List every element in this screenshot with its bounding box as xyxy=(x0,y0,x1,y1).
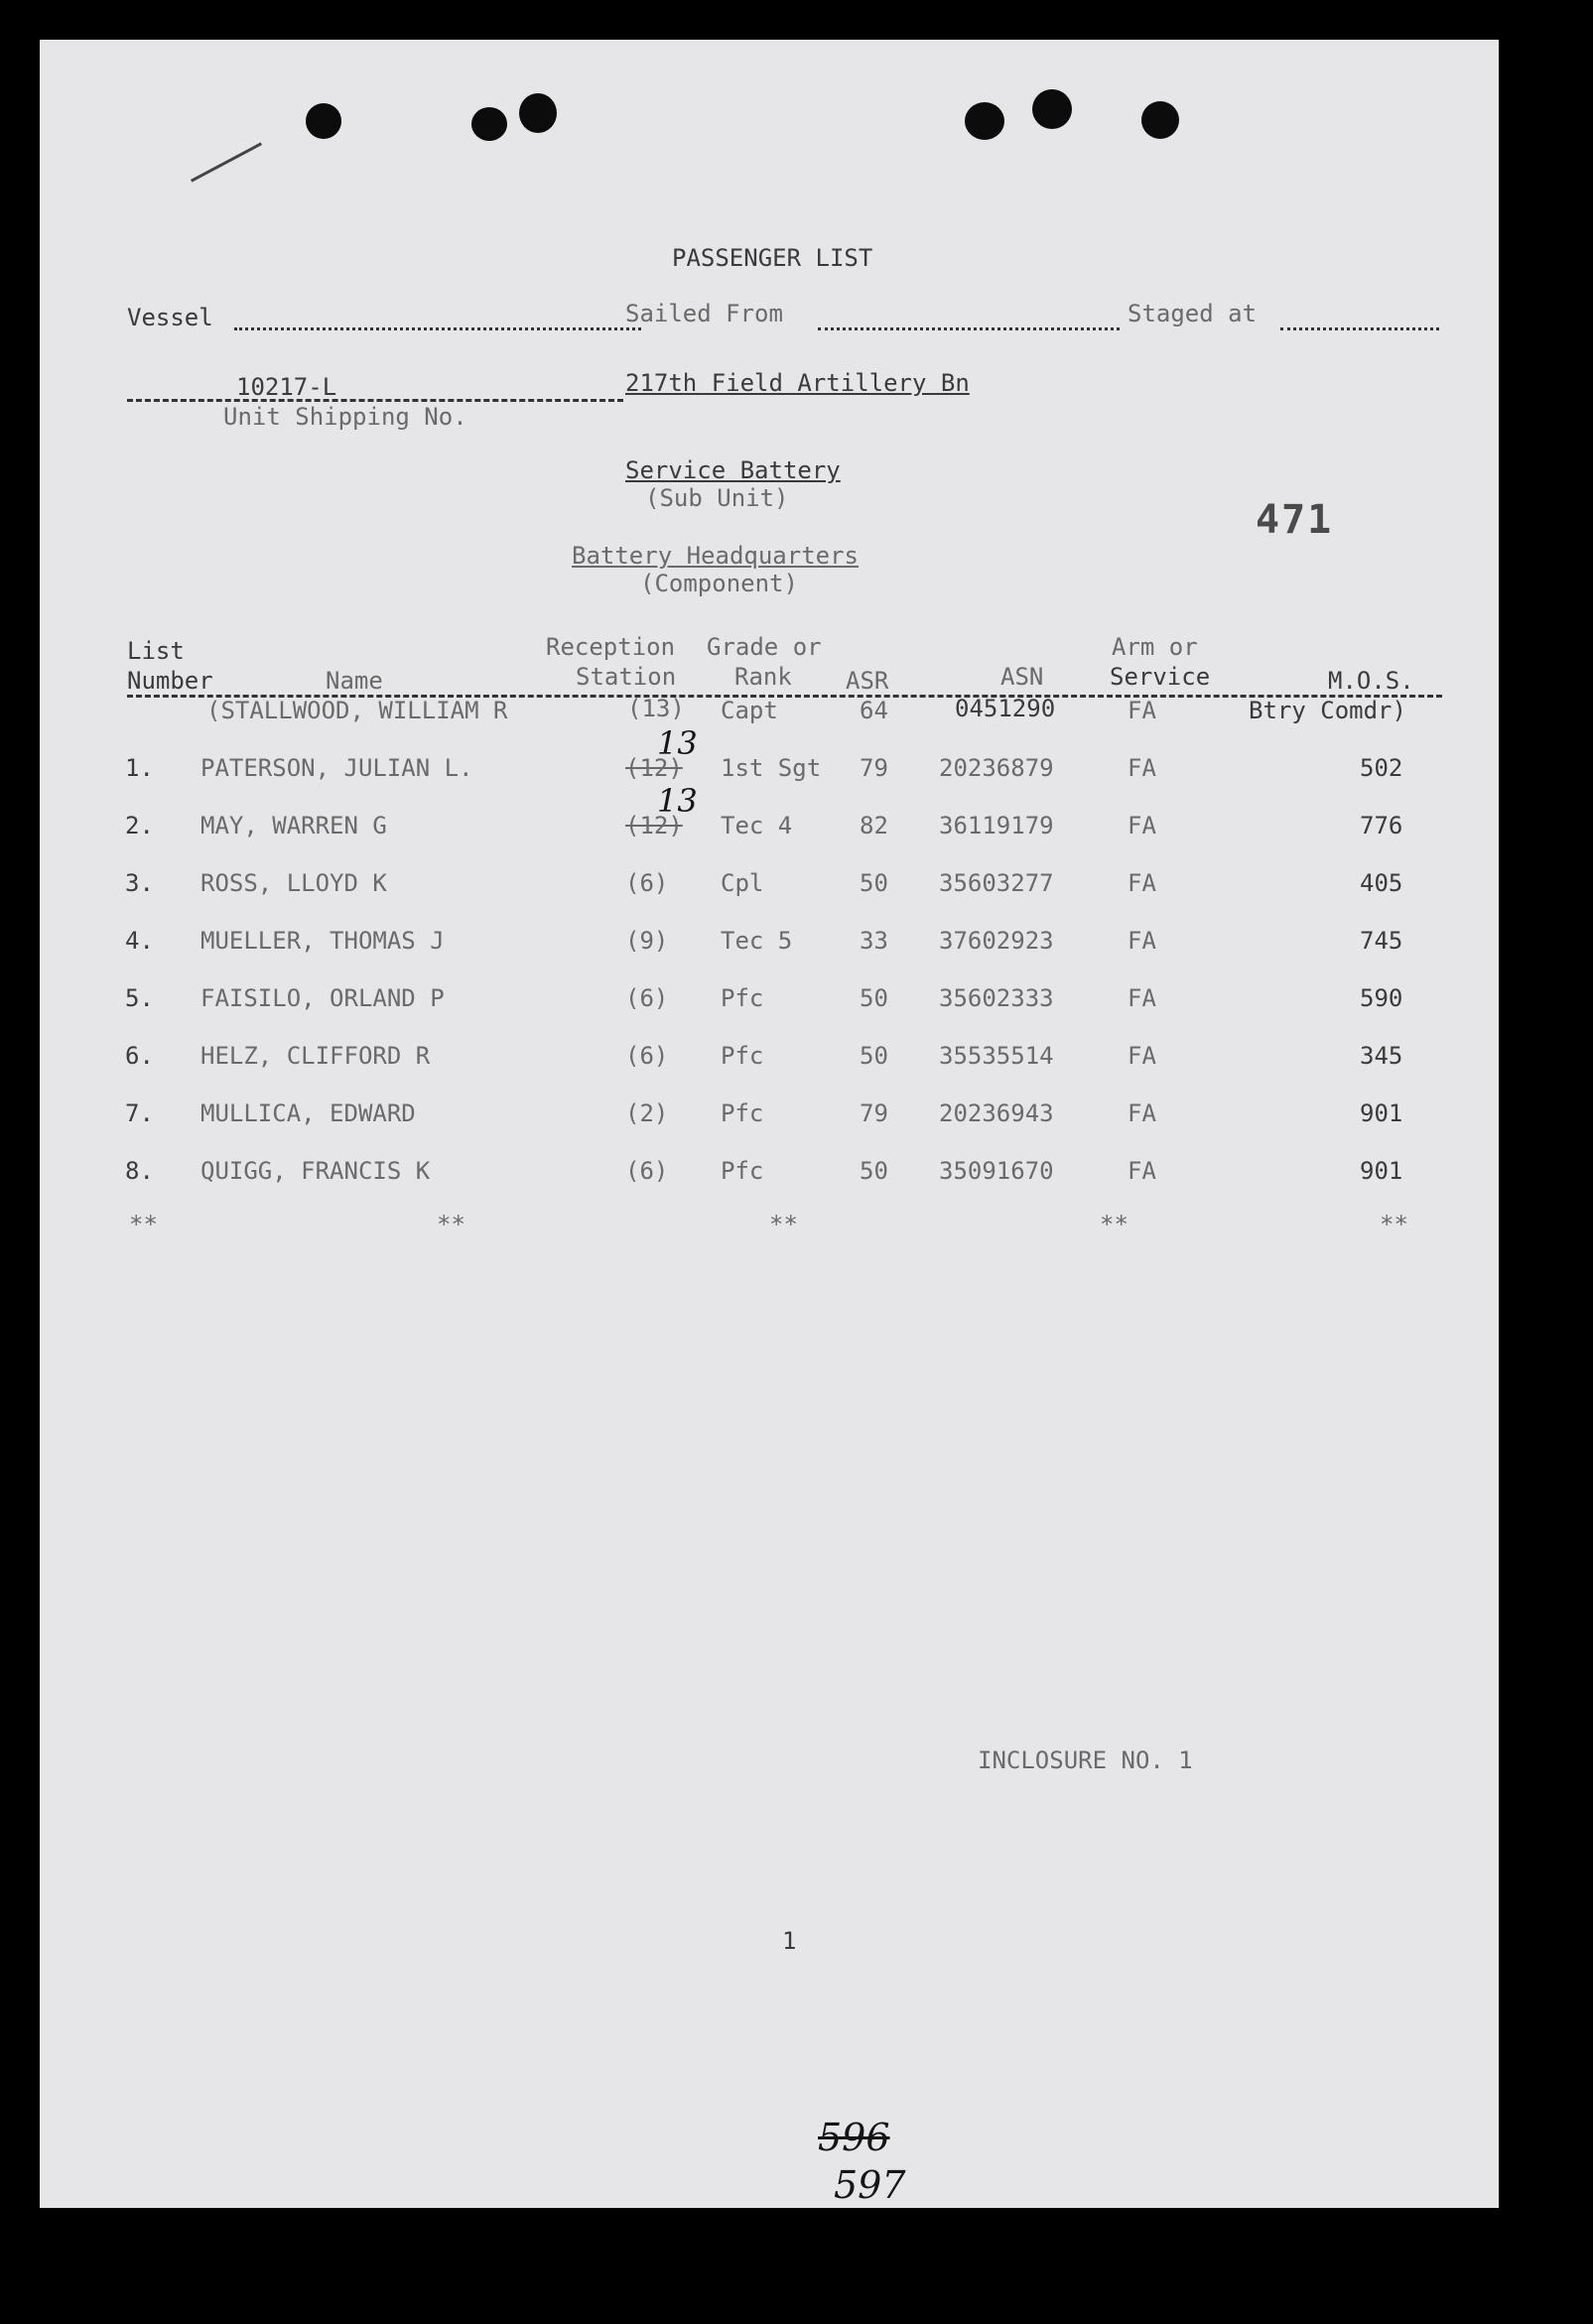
row-asr: 33 xyxy=(860,927,888,955)
sub-unit-label: (Sub Unit) xyxy=(645,484,789,512)
row-asr: 79 xyxy=(860,1099,888,1127)
row-arm: FA xyxy=(1128,1157,1156,1185)
header-list: List xyxy=(127,637,185,665)
row-arm: FA xyxy=(1128,812,1156,839)
row-name: PATERSON, JULIAN L. xyxy=(200,754,473,782)
row-station: (6) xyxy=(625,984,669,1012)
commander-mos: Btry Comdr) xyxy=(1249,697,1406,724)
row-asn: 35091670 xyxy=(939,1157,1054,1185)
row-station: (2) xyxy=(625,1099,669,1127)
commander-station: (13) xyxy=(627,695,685,722)
punch-hole xyxy=(306,103,341,139)
row-grade: 1st Sgt xyxy=(721,754,822,782)
row-asn: 35602333 xyxy=(939,984,1054,1012)
staged-at-line xyxy=(1280,327,1439,330)
sub-unit-name: Service Battery xyxy=(625,456,841,484)
commander-grade: Capt xyxy=(721,697,778,724)
row-number: 6. xyxy=(125,1042,154,1070)
header-name: Name xyxy=(326,667,383,695)
staged-at-label: Staged at xyxy=(1128,300,1258,327)
row-station: (12) xyxy=(625,754,683,782)
header-grade: Grade or xyxy=(707,633,822,661)
row-mos: 776 xyxy=(1360,812,1403,839)
header-reception: Reception xyxy=(546,633,676,661)
header-asn: ASN xyxy=(1000,663,1044,691)
row-asn: 37602923 xyxy=(939,927,1054,955)
row-asn: 35535514 xyxy=(939,1042,1054,1070)
row-mos: 590 xyxy=(1360,984,1403,1012)
handwritten-folio: 597 xyxy=(834,2163,906,2207)
unit-line xyxy=(127,399,623,402)
end-marker: ** xyxy=(1100,1211,1128,1238)
header-asr: ASR xyxy=(846,667,889,695)
row-arm: FA xyxy=(1128,984,1156,1012)
end-marker: ** xyxy=(437,1211,465,1238)
unit-shipping-number: 10217-L xyxy=(236,373,337,401)
row-arm: FA xyxy=(1128,1099,1156,1127)
enclosure-label: INCLOSURE NO. 1 xyxy=(978,1746,1193,1774)
document-page xyxy=(40,40,1499,2208)
row-number: 8. xyxy=(125,1157,154,1185)
row-number: 7. xyxy=(125,1099,154,1127)
row-name: FAISILO, ORLAND P xyxy=(200,984,445,1012)
row-station: (6) xyxy=(625,1157,669,1185)
row-number: 4. xyxy=(125,927,154,955)
row-grade: Pfc xyxy=(721,1042,764,1070)
header-rank: Rank xyxy=(734,663,792,691)
row-number: 3. xyxy=(125,869,154,897)
row-name: ROSS, LLOYD K xyxy=(200,869,387,897)
row-grade: Pfc xyxy=(721,1099,764,1127)
punch-hole xyxy=(471,107,507,141)
row-name: MAY, WARREN G xyxy=(200,812,387,839)
row-number: 2. xyxy=(125,812,154,839)
sailed-from-label: Sailed From xyxy=(625,300,783,327)
row-station-handwritten: 13 xyxy=(657,724,698,762)
row-station-handwritten: 13 xyxy=(657,782,698,820)
row-number: 1. xyxy=(125,754,154,782)
row-arm: FA xyxy=(1128,927,1156,955)
punch-hole xyxy=(1032,89,1072,129)
row-grade: Pfc xyxy=(721,1157,764,1185)
handwritten-folio-struck: 596 xyxy=(818,2116,890,2159)
end-marker: ** xyxy=(769,1211,798,1238)
row-mos: 901 xyxy=(1360,1099,1403,1127)
row-grade: Tec 5 xyxy=(721,927,793,955)
row-number: 5. xyxy=(125,984,154,1012)
row-asr: 50 xyxy=(860,1042,888,1070)
row-name: MUELLER, THOMAS J xyxy=(200,927,445,955)
punch-hole xyxy=(519,93,557,133)
commander-asr: 64 xyxy=(860,697,888,724)
row-mos: 502 xyxy=(1360,754,1403,782)
row-arm: FA xyxy=(1128,869,1156,897)
row-station: (6) xyxy=(625,869,669,897)
page-stamp: 471 xyxy=(1256,497,1334,543)
page-title: PASSENGER LIST xyxy=(672,244,873,272)
unit-shipping-label: Unit Shipping No. xyxy=(223,403,467,431)
end-marker: ** xyxy=(129,1211,158,1238)
row-mos: 745 xyxy=(1360,927,1403,955)
sailed-from-line xyxy=(818,327,1120,330)
page-number: 1 xyxy=(782,1927,797,1955)
header-number: Number xyxy=(127,667,213,695)
row-asr: 82 xyxy=(860,812,888,839)
vessel-line xyxy=(234,327,641,330)
row-grade: Tec 4 xyxy=(721,812,793,839)
row-station: (9) xyxy=(625,927,669,955)
row-asr: 79 xyxy=(860,754,888,782)
row-mos: 345 xyxy=(1360,1042,1403,1070)
row-station: (6) xyxy=(625,1042,669,1070)
end-marker: ** xyxy=(1380,1211,1408,1238)
pencil-mark xyxy=(191,142,262,182)
punch-hole xyxy=(1141,101,1179,139)
row-asn: 35603277 xyxy=(939,869,1054,897)
component-label: (Component) xyxy=(640,570,798,597)
row-asn: 20236943 xyxy=(939,1099,1054,1127)
row-mos: 901 xyxy=(1360,1157,1403,1185)
row-name: QUIGG, FRANCIS K xyxy=(200,1157,431,1185)
vessel-label: Vessel xyxy=(127,304,213,331)
row-mos: 405 xyxy=(1360,869,1403,897)
row-arm: FA xyxy=(1128,1042,1156,1070)
commander-arm: FA xyxy=(1128,697,1156,724)
header-service: Service xyxy=(1110,663,1211,691)
row-station: (12) xyxy=(625,812,683,839)
header-mos: M.O.S. xyxy=(1328,667,1414,695)
punch-hole xyxy=(965,102,1004,140)
row-asr: 50 xyxy=(860,984,888,1012)
row-asr: 50 xyxy=(860,1157,888,1185)
row-arm: FA xyxy=(1128,754,1156,782)
row-name: MULLICA, EDWARD xyxy=(200,1099,416,1127)
unit-name: 217th Field Artillery Bn xyxy=(625,369,970,397)
component-name: Battery Headquarters xyxy=(572,542,859,570)
row-asn: 36119179 xyxy=(939,812,1054,839)
header-arm: Arm or xyxy=(1112,633,1198,661)
commander-asn: 0451290 xyxy=(955,695,1056,722)
row-asn: 20236879 xyxy=(939,754,1054,782)
row-grade: Pfc xyxy=(721,984,764,1012)
row-asr: 50 xyxy=(860,869,888,897)
row-name: HELZ, CLIFFORD R xyxy=(200,1042,431,1070)
row-grade: Cpl xyxy=(721,869,764,897)
header-station: Station xyxy=(576,663,677,691)
commander-name: (STALLWOOD, WILLIAM R xyxy=(206,697,508,724)
